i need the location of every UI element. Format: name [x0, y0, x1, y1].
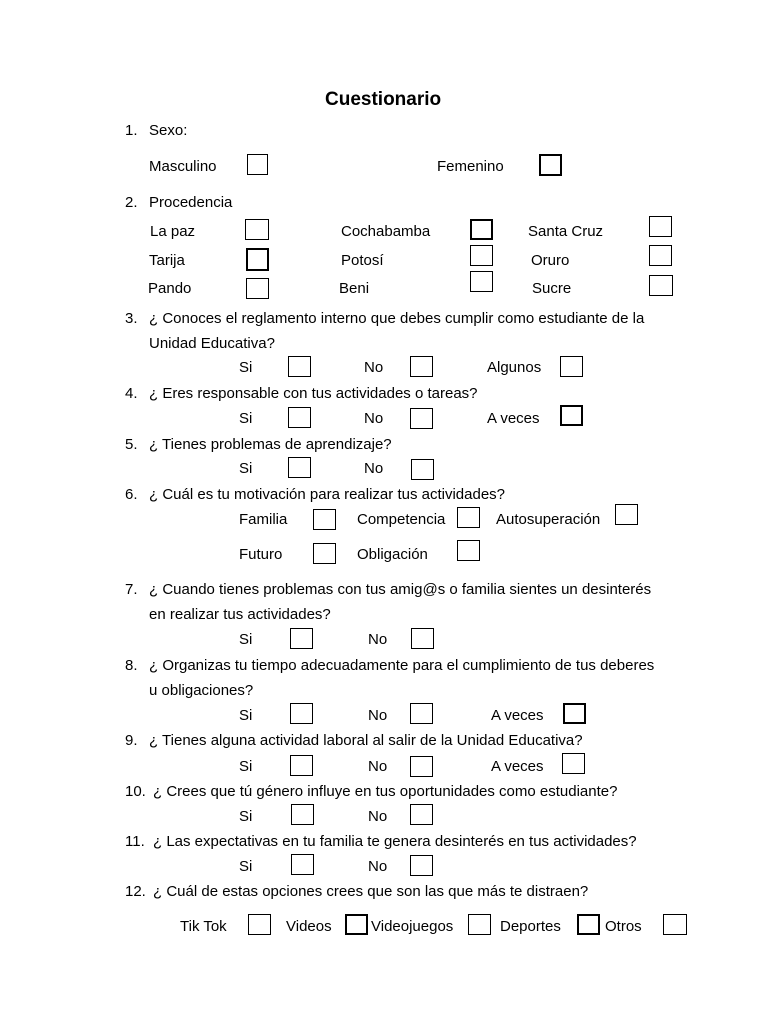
option-label: Beni: [339, 280, 370, 297]
checkbox-tik-tok[interactable]: [248, 914, 271, 935]
question-text: ¿ Cuando tienes problemas con tus amig@s o familia sientes un desinterés: [149, 581, 652, 598]
checkbox-beni[interactable]: [470, 271, 493, 292]
option-label: Algunos: [487, 359, 542, 376]
question-text: ¿ Eres responsable con tus actividades o tareas?: [149, 385, 478, 402]
question-text: en realizar tus actividades?: [149, 606, 331, 623]
option-label: No: [368, 758, 388, 775]
checkbox-q5-si[interactable]: [288, 457, 311, 478]
question-number: 7.: [125, 581, 138, 598]
option-label: A veces: [491, 758, 544, 775]
checkbox-oruro[interactable]: [649, 245, 672, 266]
option-label: Otros: [605, 918, 642, 935]
option-label: Pando: [148, 280, 192, 297]
option-label: Potosí: [341, 252, 384, 269]
checkbox-cochabamba[interactable]: [470, 219, 493, 240]
checkbox-la-paz[interactable]: [245, 219, 269, 240]
question-text: ¿ Tienes problemas de aprendizaje?: [149, 436, 392, 453]
option-label: Autosuperación: [496, 511, 601, 528]
checkbox-q4-no[interactable]: [410, 408, 433, 429]
question-text: ¿ Organizas tu tiempo adecuadamente para el cumplimiento de tus deberes: [149, 657, 655, 674]
option-label: Obligación: [357, 546, 428, 563]
checkbox-q10-si[interactable]: [291, 804, 314, 825]
option-label: Tik Tok: [180, 918, 227, 935]
checkbox-futuro[interactable]: [313, 543, 336, 564]
question-text: ¿ Cuál de estas opciones crees que son las que más te distraen?: [153, 883, 589, 900]
option-label: Si: [239, 858, 253, 875]
question-number: 12.: [125, 883, 146, 900]
option-label: Videos: [286, 918, 332, 935]
question-text: ¿ Tienes alguna actividad laboral al salir de la Unidad Educativa?: [149, 732, 583, 749]
checkbox-q8-a-veces[interactable]: [563, 703, 586, 724]
checkbox-q9-si[interactable]: [290, 755, 313, 776]
option-label: No: [368, 631, 388, 648]
option-label: Competencia: [357, 511, 446, 528]
checkbox-q7-no[interactable]: [411, 628, 434, 649]
option-label: Si: [239, 359, 253, 376]
question-number: 5.: [125, 436, 138, 453]
checkbox-autosuperacion[interactable]: [615, 504, 638, 525]
checkbox-sucre[interactable]: [649, 275, 673, 296]
option-label: No: [368, 808, 388, 825]
question-text: Sexo:: [149, 122, 188, 139]
option-label: No: [368, 707, 388, 724]
checkbox-q5-no[interactable]: [411, 459, 434, 480]
option-label: Si: [239, 707, 253, 724]
checkbox-masculino[interactable]: [247, 154, 268, 175]
checkbox-videojuegos[interactable]: [468, 914, 491, 935]
checkbox-q3-no[interactable]: [410, 356, 433, 377]
question-text: Procedencia: [149, 194, 233, 211]
checkbox-santa-cruz[interactable]: [649, 216, 672, 237]
option-label: La paz: [150, 223, 196, 240]
option-label: Deportes: [500, 918, 561, 935]
question-number: 4.: [125, 385, 138, 402]
checkbox-otros[interactable]: [663, 914, 687, 935]
checkbox-tarija[interactable]: [246, 248, 269, 271]
checkbox-videos[interactable]: [345, 914, 368, 935]
checkbox-pando[interactable]: [246, 278, 269, 299]
question-text: Unidad Educativa?: [149, 335, 275, 352]
checkbox-obligacion[interactable]: [457, 540, 480, 561]
option-label: Videojuegos: [371, 918, 454, 935]
checkbox-q7-si[interactable]: [290, 628, 313, 649]
checkbox-potosi[interactable]: [470, 245, 493, 266]
checkbox-q4-a-veces[interactable]: [560, 405, 583, 426]
option-label: Tarija: [149, 252, 185, 269]
question-text: ¿ Crees que tú género influye en tus oportunidades como estudiante?: [153, 783, 618, 800]
option-label: Santa Cruz: [528, 223, 604, 240]
question-number: 11.: [125, 833, 145, 850]
option-label: Oruro: [531, 252, 570, 269]
checkbox-q8-no[interactable]: [410, 703, 433, 724]
option-label: Si: [239, 758, 253, 775]
checkbox-q11-si[interactable]: [291, 854, 314, 875]
checkbox-q9-no[interactable]: [410, 756, 433, 777]
option-label: Futuro: [239, 546, 283, 563]
checkbox-q3-si[interactable]: [288, 356, 311, 377]
option-label: A veces: [487, 410, 540, 427]
checkbox-familia[interactable]: [313, 509, 336, 530]
question-number: 3.: [125, 310, 138, 327]
checkbox-q9-a-veces[interactable]: [562, 753, 585, 774]
checkbox-q4-si[interactable]: [288, 407, 311, 428]
option-label: Sucre: [532, 280, 572, 297]
option-label: Si: [239, 460, 253, 477]
question-number: 8.: [125, 657, 138, 674]
checkbox-deportes[interactable]: [577, 914, 600, 935]
question-number: 2.: [125, 194, 138, 211]
option-label: Masculino: [149, 158, 217, 175]
option-label: Femenino: [437, 158, 504, 175]
option-label: Si: [239, 808, 253, 825]
option-label: A veces: [491, 707, 544, 724]
checkbox-q10-no[interactable]: [410, 804, 433, 825]
checkbox-q11-no[interactable]: [410, 855, 433, 876]
checkbox-q8-si[interactable]: [290, 703, 313, 724]
option-label: Si: [239, 631, 253, 648]
option-label: Cochabamba: [341, 223, 431, 240]
option-label: No: [364, 410, 384, 427]
question-number: 1.: [125, 122, 138, 139]
option-label: Si: [239, 410, 253, 427]
question-number: 6.: [125, 486, 138, 503]
option-label: No: [364, 359, 384, 376]
option-label: No: [364, 460, 384, 477]
option-label: No: [368, 858, 388, 875]
question-text: u obligaciones?: [149, 682, 254, 699]
checkbox-competencia[interactable]: [457, 507, 480, 528]
checkbox-femenino[interactable]: [539, 154, 562, 176]
checkbox-q3-algunos[interactable]: [560, 356, 583, 377]
question-text: ¿ Cuál es tu motivación para realizar tus actividades?: [149, 486, 506, 503]
question-number: 10.: [125, 783, 146, 800]
question-number: 9.: [125, 732, 138, 749]
question-text: ¿ Conoces el reglamento interno que debes cumplir como estudiante de la: [149, 310, 645, 327]
question-text: ¿ Las expectativas en tu familia te genera desinterés en tus actividades?: [153, 833, 637, 850]
option-label: Familia: [239, 511, 288, 528]
page-title: Cuestionario: [325, 89, 442, 110]
